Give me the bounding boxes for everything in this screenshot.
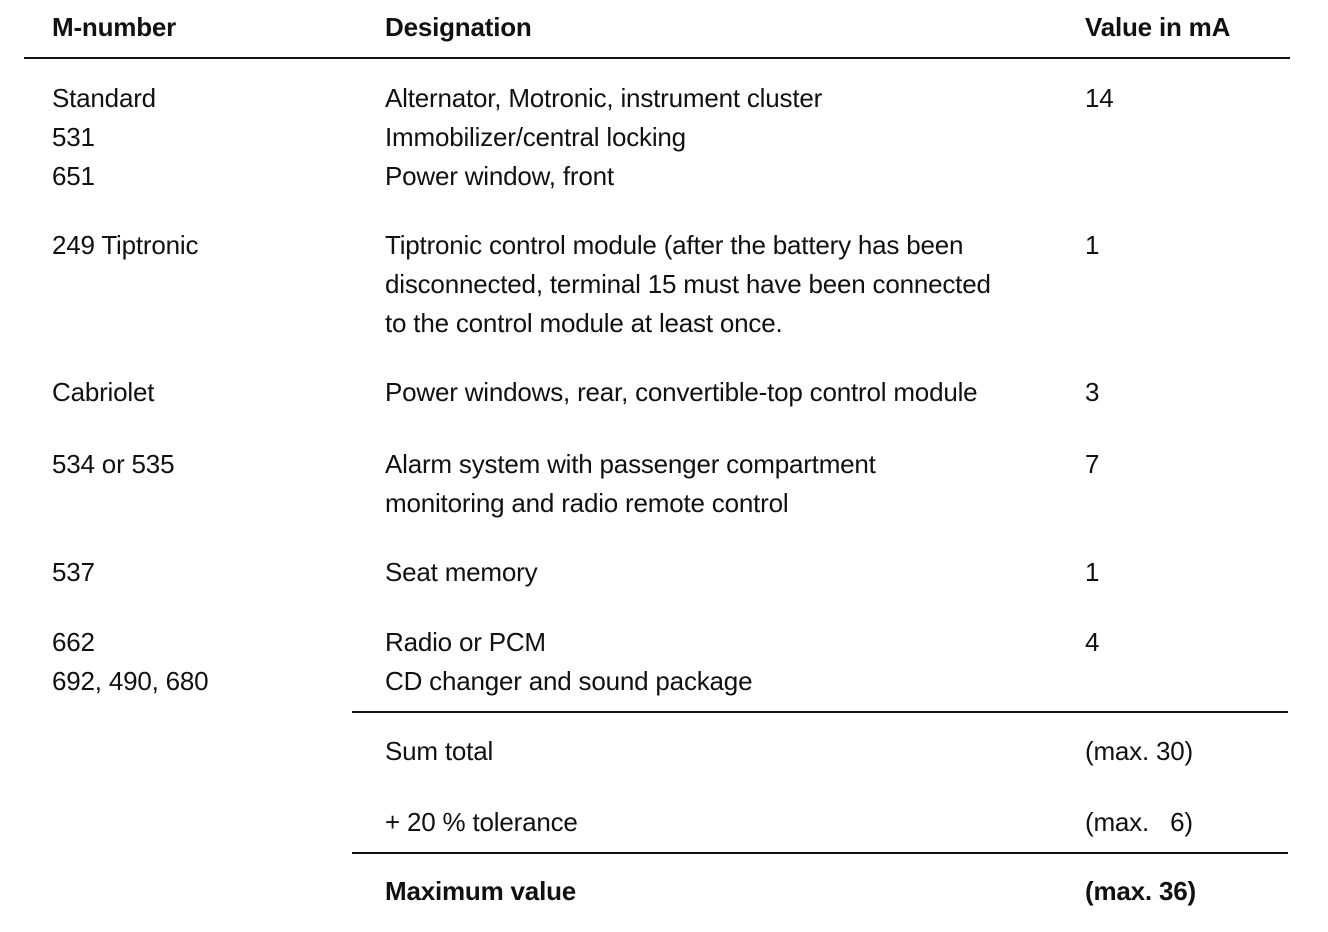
row-designation: Tiptronic control module (after the battery has been [385,230,964,260]
row-mnumber: 692, 490, 680 [52,666,209,696]
maximum-value-label: Maximum value [385,876,577,906]
row-mnumber: 534 or 535 [52,449,175,479]
row-mnumber: Cabriolet [52,377,155,407]
row-designation: monitoring and radio remote control [385,488,789,518]
row-designation: Radio or PCM [385,627,546,657]
row-value: 14 [1085,83,1114,113]
row-designation: Immobilizer/central locking [385,122,686,152]
row-mnumber: 662 [52,627,95,657]
row-designation: disconnected, terminal 15 must have been connected [385,269,991,299]
row-value: 1 [1085,230,1100,260]
row-value: 7 [1085,449,1100,479]
header-mnumber: M-number [52,12,177,42]
row-mnumber: 249 Tiptronic [52,230,199,260]
header-designation: Designation [385,12,532,42]
row-mnumber: 651 [52,161,95,191]
header-value: Value in mA [1085,12,1231,42]
sum-total-label: Sum total [385,736,494,766]
row-designation: Alternator, Motronic, instrument cluster [385,83,823,113]
row-value: 3 [1085,377,1100,407]
sum-total-value: (max. 30) [1085,736,1194,766]
row-mnumber: 537 [52,557,95,587]
row-designation: CD changer and sound package [385,666,753,696]
totals-divider [352,711,1288,713]
row-mnumber: Standard [52,83,156,113]
maximum-value-value: (max. 36) [1085,876,1196,906]
tolerance-label: + 20 % tolerance [385,807,578,837]
row-designation: Power windows, rear, convertible-top control module [385,377,978,407]
row-designation: Seat memory [385,557,538,587]
row-designation: to the control module at least once. [385,308,783,338]
tolerance-value: (max. 6) [1085,807,1193,837]
header-divider [24,57,1290,59]
row-designation: Power window, front [385,161,614,191]
row-value: 4 [1085,627,1100,657]
row-mnumber: 531 [52,122,95,152]
maximum-divider [352,852,1288,854]
row-designation: Alarm system with passenger compartment [385,449,876,479]
row-value: 1 [1085,557,1100,587]
